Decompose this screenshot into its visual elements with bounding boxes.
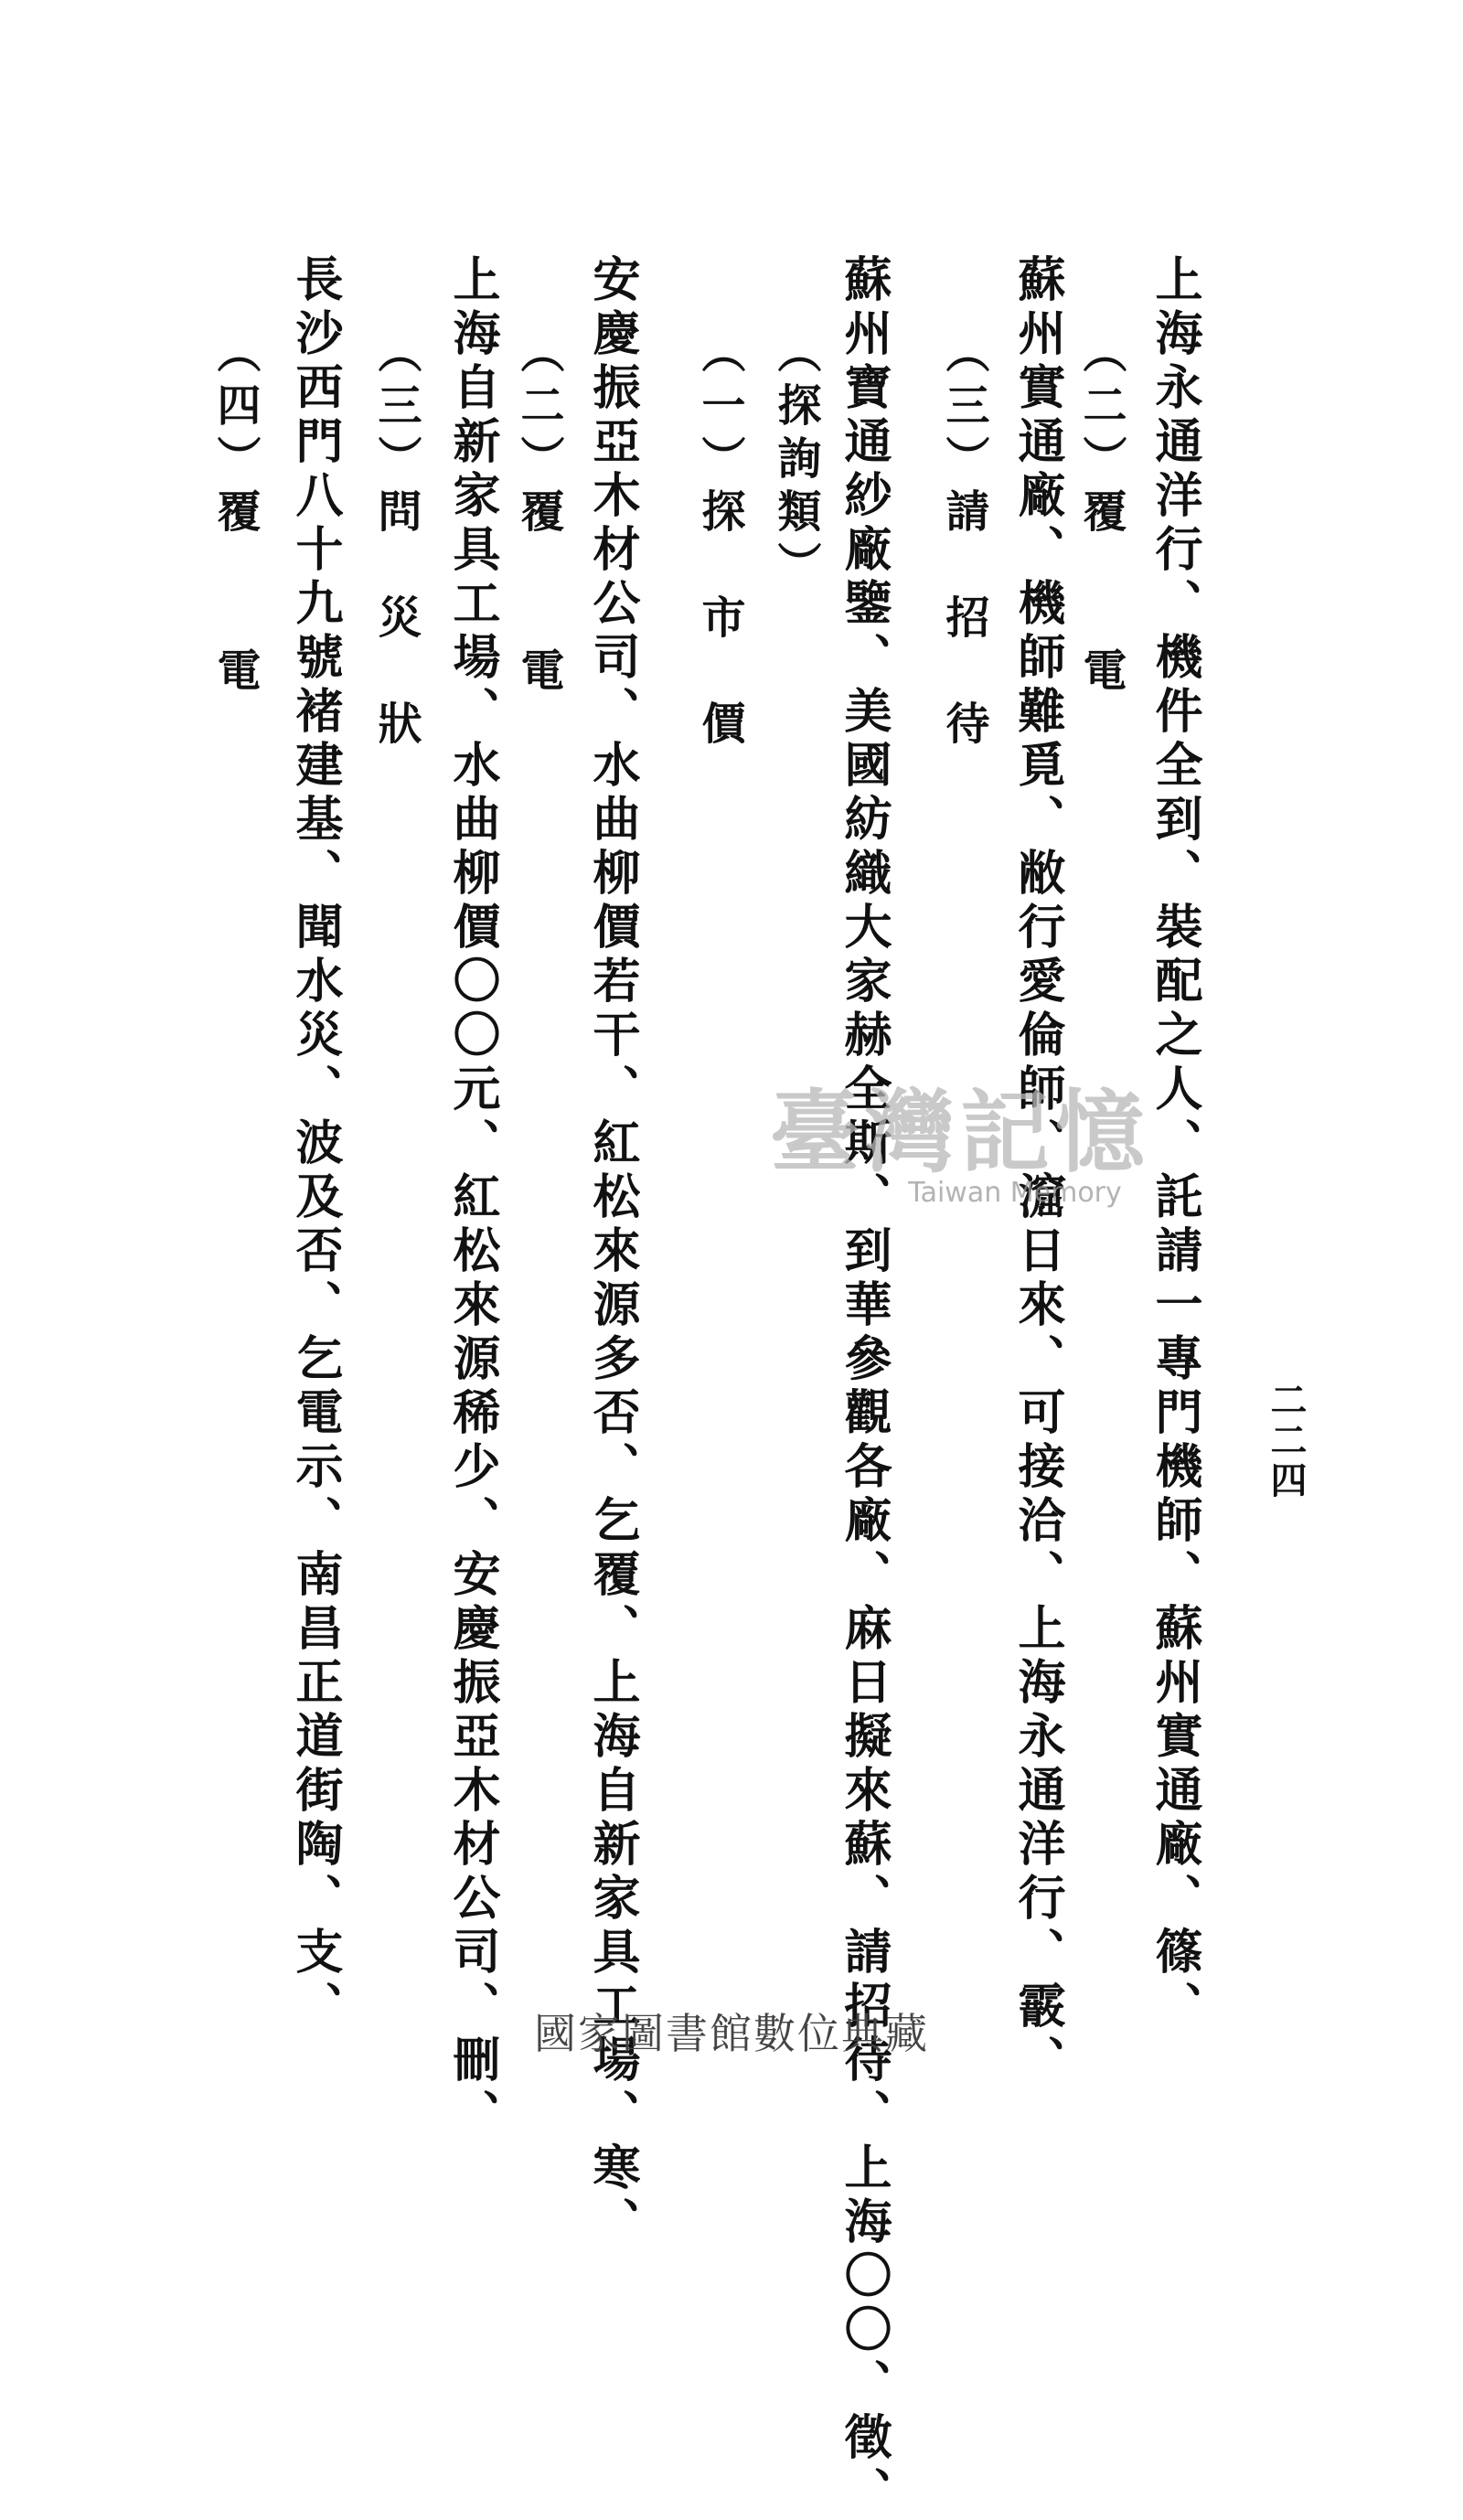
section-heading-market-price: （一）探 市 價 <box>694 329 745 753</box>
page-number: 二二四 <box>1265 1381 1308 1501</box>
watermark-english: Taiwan Memory <box>908 1177 1122 1209</box>
section-heading-reply-3: （四）覆 電 <box>209 329 261 700</box>
watermark-logo <box>732 1061 1189 1209</box>
telegram-column-2: 蘇州實通廠、機師難覓、敝行愛倫師、㵠日來、可接洽、上海永通洋行、霰、 <box>1009 254 1065 2088</box>
footer-collection-label: 國家圖書館數位典藏 <box>534 2009 929 2058</box>
section-heading-reply-2: （二）覆 電 <box>513 329 564 700</box>
telegram-column-6: 長沙西門八十九號褚建基、聞水災、波及否、乞電示、南昌正道街陶、支、 <box>287 254 343 2034</box>
telegram-column-3: 蘇州寶通紗廠鑒、美國紡織大家赫全斯、到華參觀各廠、麻日擬來蘇、請招待、上海〇〇、徵、 <box>836 254 892 2520</box>
section-heading-invite: （三）請 招 待 <box>938 329 989 753</box>
telegram-column-4: 安慶振亞木材公司、水曲柳價若干、紅松來源多否、乞覆、上海自新家具工場、寒、 <box>584 254 640 2250</box>
category-heading-inquiry: （探詢類） <box>770 329 821 594</box>
section-heading-reply: （二）覆 電 <box>1075 329 1127 700</box>
section-heading-disaster: （三）問 災 狀 <box>370 329 422 753</box>
telegram-column-5: 上海自新家具工場、水曲柳價〇〇元、紅松來源稀少、安慶振亞木材公司、刪、 <box>444 254 500 2142</box>
telegram-column-1: 上海永通洋行、機件全到、裝配之人、託請一專門機師、蘇州實通廠、篠、 <box>1147 254 1202 2034</box>
watermark-chinese: 臺灣記憶 <box>769 1080 1150 1185</box>
